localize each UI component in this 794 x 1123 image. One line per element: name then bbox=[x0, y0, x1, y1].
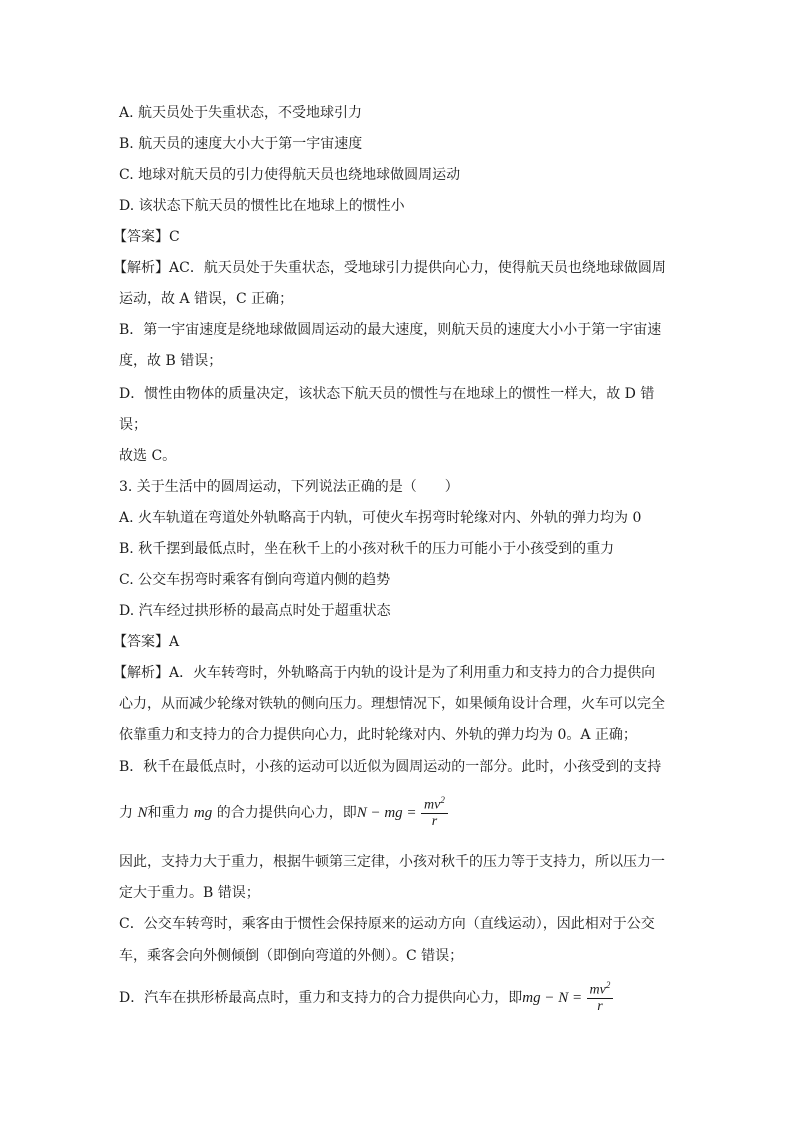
q3-analysis-line: 定大于重力。B 错误； bbox=[119, 885, 260, 901]
formula-fraction bbox=[421, 792, 448, 831]
q2-analysis-line: 故选 C。 bbox=[119, 448, 177, 464]
formula-text: 的合力提供向心力，即 bbox=[212, 805, 357, 821]
q3-analysis-line: 车，乘客会向外侧倾倒（即倒向弯道的外侧）。C 错误； bbox=[119, 948, 464, 964]
q3-analysis-line: 依靠重力和支持力的合力提供向心力，此时轮缘对内、外轨的弹力均为 0。A 正确； bbox=[119, 727, 637, 743]
q3-answer: 【答案】A bbox=[113, 634, 180, 650]
q2-analysis-line: B．第一宇宙速度是绕地球做圆周运动的最大速度，则航天员的速度大小小于第一宇宙速 bbox=[119, 322, 662, 338]
q2-analysis-line: 运动，故 A 错误，C 正确； bbox=[119, 291, 294, 307]
q3-option-a: A. 火车轨道在弯道处外轨略高于内轨，可使火车拐弯时轮缘对内、外轨的弹力均为 0 bbox=[119, 510, 642, 526]
q3-option-c: C. 公交车拐弯时乘客有倒向弯道内侧的趋势 bbox=[119, 572, 391, 588]
formula-text: 和重力 bbox=[147, 805, 194, 821]
q3-stem: 3. 关于生活中的圆周运动，下列说法正确的是（ ） bbox=[119, 479, 459, 495]
q3-formula-line-b bbox=[119, 793, 448, 833]
q2-option-a: A. 航天员处于失重状态，不受地球引力 bbox=[119, 105, 363, 121]
q2-option-d: D. 该状态下航天员的惯性比在地球上的惯性小 bbox=[119, 198, 405, 214]
formula-text: D．汽车在拱形桥最高点时，重力和支持力的合力提供向心力，即 bbox=[119, 990, 523, 1006]
q2-answer: 【答案】C bbox=[113, 229, 180, 245]
q3-option-d: D. 汽车经过拱形桥的最高点时处于超重状态 bbox=[119, 603, 391, 619]
q3-analysis-line: 心力，从而减少轮缘对铁轨的侧向压力。理想情况下，如果倾角设计合理，火车可以完全 bbox=[119, 696, 665, 712]
fraction-denominator: r bbox=[597, 999, 603, 1015]
q3-formula-line-d bbox=[119, 978, 613, 1018]
formula-text: 力 bbox=[119, 805, 138, 821]
q2-analysis-line: 误； bbox=[119, 417, 147, 433]
q2-option-c: C. 地球对航天员的引力使得航天员也绕地球做圆周运动 bbox=[119, 167, 461, 183]
q3-option-b: B. 秋千摆到最低点时，坐在秋千上的小孩对秋千的压力可能小于小孩受到的重力 bbox=[119, 541, 615, 557]
q3-analysis-line: B．秋千在最低点时，小孩的运动可以近似为圆周运动的一部分。此时，小孩受到的支持 bbox=[119, 759, 662, 775]
q2-analysis-line: 度，故 B 错误； bbox=[119, 353, 223, 369]
q2-analysis-line: D．惯性由物体的质量决定，该状态下航天员的惯性与在地球上的惯性一样大，故 D 错 bbox=[119, 386, 655, 402]
q2-option-b: B. 航天员的速度大小大于第一宇宙速度 bbox=[119, 136, 363, 152]
fraction-numerator: $mv^2$ bbox=[421, 792, 448, 815]
fraction-denominator: r bbox=[431, 814, 438, 830]
formula-symbol-n: N bbox=[137, 805, 148, 821]
formula-fraction bbox=[587, 977, 614, 1016]
formula-symbol-mg: mg bbox=[193, 805, 213, 821]
formula-lhs: mg − N = bbox=[522, 990, 583, 1006]
q3-analysis-line: C．公交车转弯时，乘客由于惯性会保持原来的运动方向（直线运动），因此相对于公交 bbox=[119, 916, 655, 932]
q3-analysis-line: 【解析】A．火车转弯时，外轨略高于内轨的设计是为了利用重力和支持力的合力提供向 bbox=[113, 665, 656, 681]
fraction-numerator: $mv^2$ bbox=[587, 977, 614, 1000]
q3-analysis-line: 因此，支持力大于重力，根据牛顿第三定律，小孩对秋千的压力等于支持力，所以压力一 bbox=[119, 854, 665, 870]
q2-analysis-line: 【解析】AC．航天员处于失重状态，受地球引力提供向心力，使得航天员也绕地球做圆周 bbox=[113, 260, 666, 276]
formula-lhs: N − mg = bbox=[356, 805, 417, 821]
